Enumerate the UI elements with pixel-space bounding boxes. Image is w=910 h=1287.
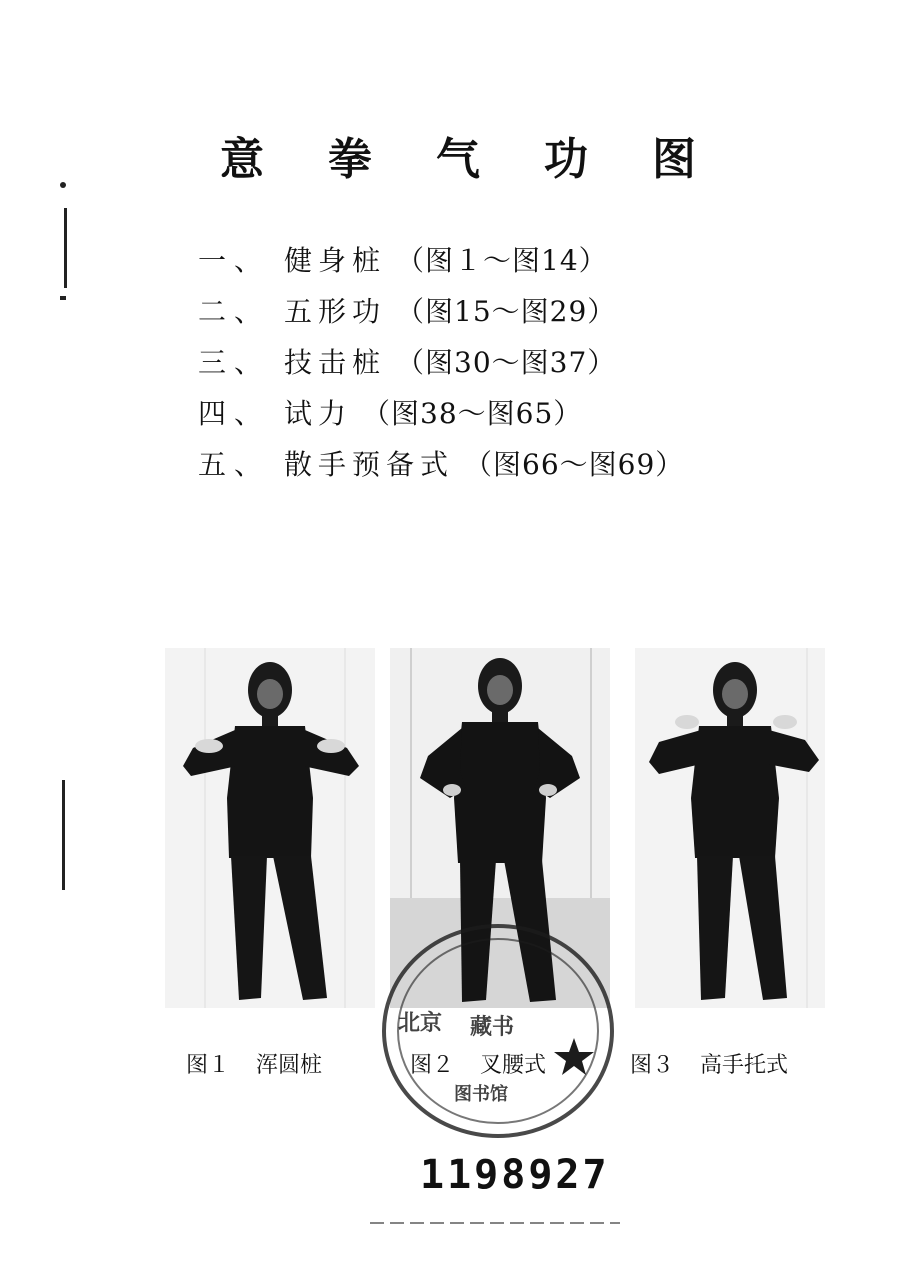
accession-number: 1198927 xyxy=(420,1152,610,1198)
toc-item-title: 健身桩 xyxy=(284,244,387,277)
figure-label: 图２ xyxy=(410,1053,455,1078)
toc-item-range: （图30～图37） xyxy=(396,346,617,379)
figure-label: 图３ xyxy=(630,1053,675,1078)
toc-item-number: 四、 xyxy=(198,397,271,430)
stamp-text: 图书馆 xyxy=(454,1084,508,1105)
binding-mark xyxy=(60,182,66,188)
toc-item xyxy=(198,289,838,340)
binding-mark xyxy=(62,780,65,890)
toc-item-number: 五、 xyxy=(198,448,271,481)
toc-item xyxy=(198,442,838,493)
figure-3-photo xyxy=(635,648,825,1008)
figure-caption-text: 叉腰式 xyxy=(480,1053,547,1078)
stamp-text: 北京 xyxy=(398,1010,443,1036)
toc-item-title: 五形功 xyxy=(284,295,387,328)
toc-item-number: 一、 xyxy=(198,244,271,277)
toc-item xyxy=(198,238,838,289)
page-title: 意拳气功图 xyxy=(220,134,760,185)
binding-mark xyxy=(64,208,67,288)
library-stamp xyxy=(378,920,618,1142)
footer-rule xyxy=(370,1222,620,1224)
binding-mark xyxy=(60,296,66,300)
toc-item-title: 散手预备式 xyxy=(284,448,455,481)
figure-label: 图１ xyxy=(186,1053,231,1078)
toc-item-title: 试力 xyxy=(284,397,353,430)
figure-3-caption xyxy=(630,1048,788,1079)
stamp-text: 藏书 xyxy=(470,1014,515,1040)
toc-item xyxy=(198,391,838,442)
toc-item-title: 技击桩 xyxy=(284,346,387,379)
toc-item-range: （图38～图65） xyxy=(362,397,583,430)
figure-1-caption xyxy=(186,1048,322,1079)
toc-item xyxy=(198,340,838,391)
figure-caption-text: 浑圆桩 xyxy=(256,1053,323,1078)
toc-item-range: （图１～图14） xyxy=(396,244,608,277)
table-of-contents xyxy=(198,238,838,493)
figure-1-photo xyxy=(165,648,375,1008)
toc-item-number: 三、 xyxy=(198,346,271,379)
figure-caption-text: 高手托式 xyxy=(700,1053,789,1078)
toc-item-range: （图15～图29） xyxy=(396,295,617,328)
toc-item-range: （图66～图69） xyxy=(464,448,685,481)
toc-item-number: 二、 xyxy=(198,295,271,328)
